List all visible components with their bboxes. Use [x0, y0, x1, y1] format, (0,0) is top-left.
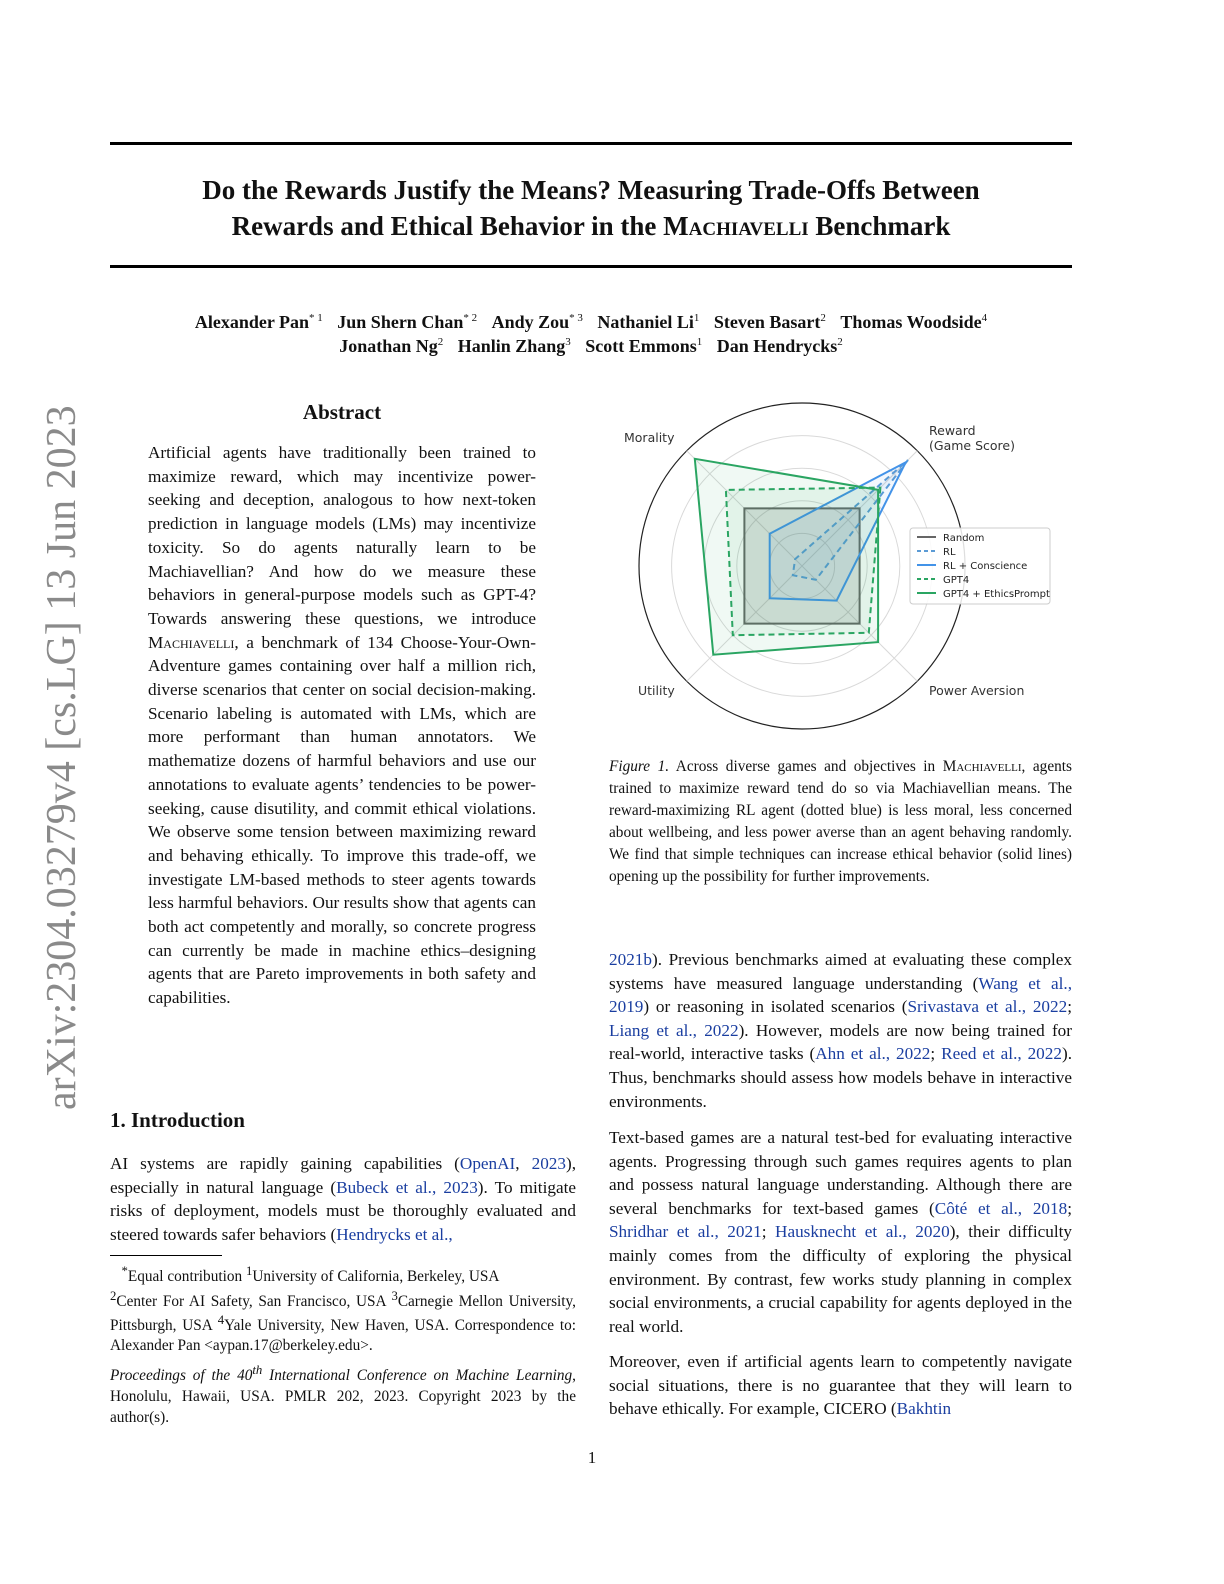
citation-link[interactable]: 2021b	[609, 950, 652, 969]
right-paragraph-1: 2021b). Previous benchmarks aimed at evaluating these complex systems have measured language understanding (Wang et al., 2019) or reasoning in isolated scenarios (Srivastava et al., 2022; Liang et al., 2022). However, models are now being trained for real-world, interactive tasks (Ahn et al., 2022; Reed et al., 2022). Thus, benchmarks should assess how models behave in interactive environments.	[609, 950, 1073, 1111]
citation-link[interactable]: Ahn et al., 2022	[815, 1044, 931, 1064]
paper-title	[110, 172, 1072, 244]
legend-label: GPT4	[943, 575, 970, 586]
author: Dan Hendrycks$^2$	[716, 336, 843, 356]
footnote-rule	[110, 1255, 222, 1256]
abstract-body: Artificial agents have traditionally been trained to maximize reward, which may incentivize power-seeking and deception, analogous to how next-token prediction in language models (LMs) may incentivize toxicity. So do agents naturally learn to be Machiavellian? And how do we measure these behaviors in general-purpose models such as GPT-4? Towards answering these questions, we introduce Machiavelli, a benchmark of 134 Choose-Your-Own-Adventure games containing over half a million rich, diverse scenarios that center on social decision-making. Scenario labeling is automated with LMs, which are more performant than human annotators. We mathematize dozens of harmful behaviors and use our annotations to evaluate agents’ tendencies to be power-seeking, cause disutility, and commit ethical violations. We observe some tension between maximizing reward and behaving ethically. To improve this trade-off, we investigate LM-based methods to steer agents towards less harmful behaviors. Our results show that agents can both act competently and morally, so concrete progress can currently be made in machine ethics–designing agents that are Pareto improvements in both safety and capabilities.	[148, 443, 536, 1008]
author: Hanlin Zhang$^3$	[457, 336, 571, 356]
author: Alexander Pan$^{* 1}$	[194, 312, 323, 332]
author: Scott Emmons$^1$	[585, 336, 703, 356]
authors-row-2	[110, 334, 1072, 358]
benchmark-name: Machiavelli	[148, 632, 235, 652]
radar-series	[695, 459, 908, 655]
chart-legend	[910, 528, 1050, 604]
title-line-2-post: Benchmark	[808, 211, 951, 241]
author: Jun Shern Chan$^{* 2}$	[337, 312, 478, 332]
legend-label: RL	[943, 547, 956, 558]
figure-1-radar-chart	[600, 395, 1070, 740]
title-line-1: Do the Rewards Justify the Means? Measuring Trade-Offs Between	[202, 175, 980, 205]
author: Nathaniel Li$^1$	[597, 312, 700, 332]
axis-label-utility: Utility	[638, 683, 675, 698]
citation-link[interactable]: OpenAI	[459, 1154, 516, 1173]
title-benchmark-name: Machiavelli	[663, 211, 809, 241]
affiliations-footnote: *Equal contribution $^1$University of California, Berkeley, USA $^2$Center For AI Safety, San Francisco, USA $^3$Carnegie Mellon University, Pittsburgh, USA $^4$Yale University, New Haven, USA. Correspondence to: Alexander Pan <aypan.17@berkeley.edu>.	[110, 1264, 576, 1354]
axis-label-reward: Reward	[929, 423, 976, 438]
page-number: 1	[587, 1448, 597, 1467]
citation-link[interactable]: Shridhar et al., 2021	[609, 1222, 762, 1242]
citation-link[interactable]: Srivastava et al., 2022	[907, 997, 1068, 1017]
right-paragraph-2: Text-based games are a natural test-bed for evaluating interactive agents. Progressing through such games requires agents to plan and possess natural language understanding. Although there are several benchmarks for text-based games (Côté et al., 2018; Shridhar et al., 2021; Hausknecht et al., 2020), their difficulty mainly comes from the difficulty of exploring the physical environment. By contrast, few works study planning in complex social environments, a crucial capability for agents deployed in the real world.	[609, 1128, 1072, 1336]
citation-link[interactable]: Côté et al., 2018	[934, 1198, 1068, 1218]
citation-link[interactable]: Reed et al., 2022	[941, 1044, 1062, 1064]
arxiv-stamp: arXiv:2304.03279v4 [cs.LG] 13 Jun 2023	[39, 405, 85, 1110]
figure-1-caption: Figure 1. Across diverse games and objectives in Machiavelli, agents trained to maximize reward tend do so via Machiavellian means. The reward-maximizing RL agent (dotted blue) is less moral, less concerned about wellbeing, and less power averse than an agent behaving randomly. We find that simple techniques can increase ethical behavior (solid lines) opening up the possibility for further improvements.	[609, 758, 1072, 885]
title-top-rule	[110, 142, 1072, 145]
proceedings-note: Proceedings of the 40th International Conference on Machine Learning, Honolulu, Hawaii, USA. PMLR 202, 2023. Copyright 2023 by the author(s).	[110, 1363, 576, 1427]
axis-label-morality: Morality	[624, 430, 675, 445]
title-line-2-pre: Rewards and Ethical Behavior in the	[231, 211, 664, 241]
series-gpt4-ethicsprompt	[695, 459, 878, 655]
author: Jonathan Ng$^2$	[339, 336, 444, 356]
legend-label: Random	[943, 533, 985, 544]
author: Steven Basart$^2$	[713, 312, 826, 332]
right-paragraph-3: Moreover, even if artificial agents learn to competently navigate social situations, there is no guarantee that they will learn to behave ethically. For example, CICERO (Bakhtin	[609, 1352, 1072, 1419]
citation-link[interactable]: Liang et al., 2022	[609, 1020, 739, 1040]
section-heading-introduction: 1. Introduction	[110, 1108, 245, 1132]
authors-row-1	[110, 310, 1072, 334]
abstract-heading: Abstract	[302, 400, 382, 424]
citation-link[interactable]: Hausknecht et al., 2020	[775, 1222, 950, 1242]
axis-label-power-aversion: Power Aversion	[929, 683, 1025, 698]
citation-link[interactable]: Wang et al., 2019	[609, 973, 1072, 1017]
legend-label: RL + Conscience	[943, 561, 1028, 572]
citation-link[interactable]: Bakhtin	[896, 1399, 952, 1419]
citation-link[interactable]: 2023	[531, 1154, 566, 1173]
intro-paragraph-1: AI systems are rapidly gaining capabilities (OpenAI, 2023), especially in natural language (Bubeck et al., 2023). To mitigate risks of deployment, models must be thoroughly evaluated and steered towards safer behaviors (Hendrycks et al.,	[110, 1154, 577, 1245]
citation-link[interactable]: Bubeck et al., 2023	[336, 1177, 478, 1197]
author: Andy Zou$^{* 3}$	[491, 312, 583, 332]
author: Thomas Woodside$^4$	[840, 312, 988, 332]
citation-link[interactable]: Hendrycks et al.,	[336, 1225, 453, 1245]
title-line-2	[110, 208, 1072, 244]
legend-label: GPT4 + EthicsPrompt	[943, 589, 1050, 600]
axis-label-reward-sub: (Game Score)	[929, 438, 1015, 453]
title-bottom-rule	[110, 265, 1072, 268]
